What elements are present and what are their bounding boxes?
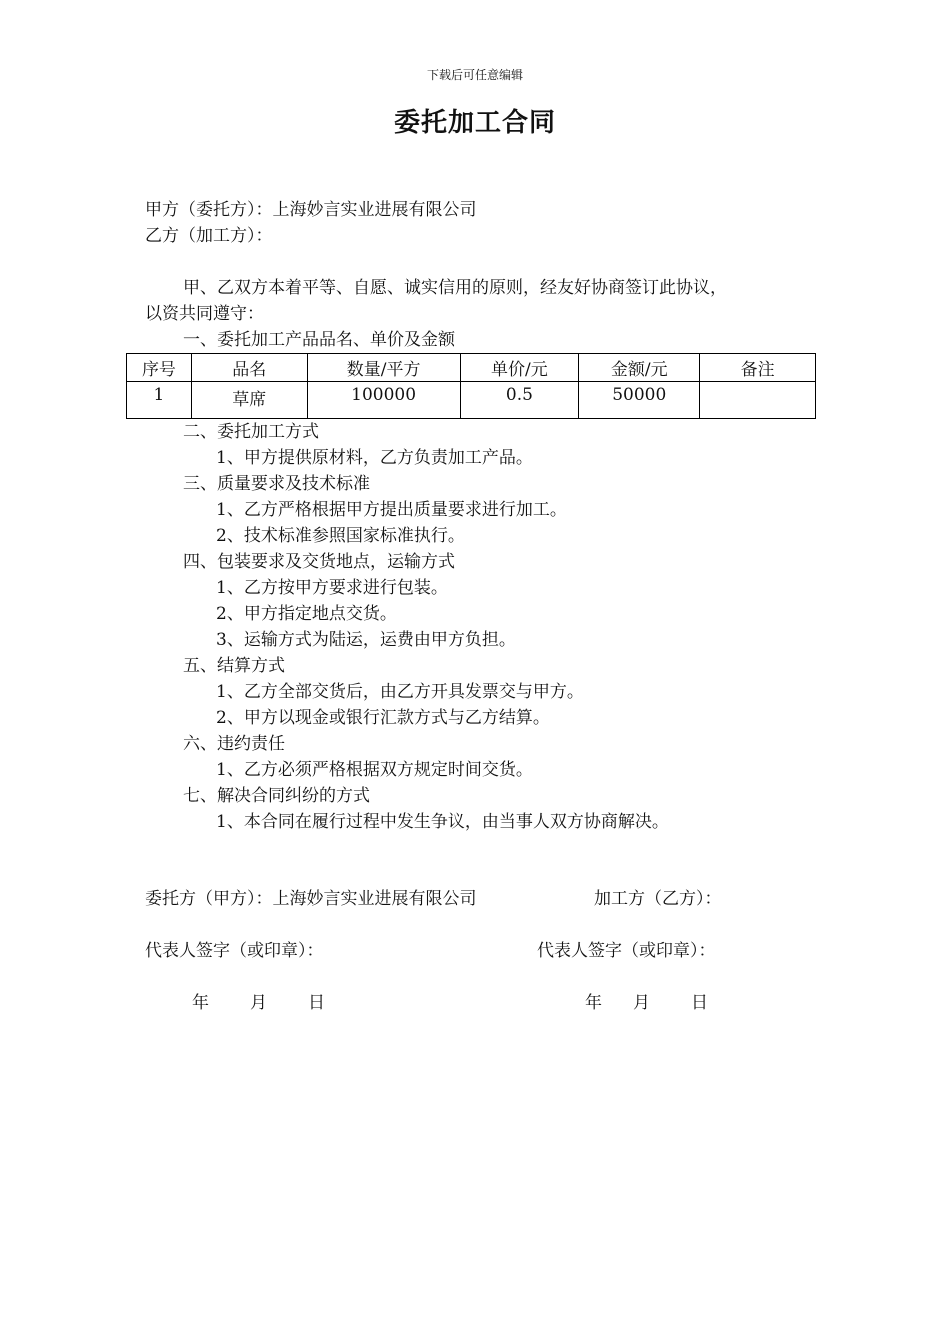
section-6-heading: 六、违约责任 bbox=[183, 734, 285, 754]
table-cell: 100000 bbox=[307, 382, 460, 419]
rep-signature-right: 代表人签字（或印章）： bbox=[537, 941, 716, 961]
date-month-right: 月 bbox=[633, 993, 650, 1013]
product-table bbox=[126, 353, 816, 419]
table-cell: 草席 bbox=[191, 382, 307, 419]
section-7-item-1: 1、本合同在履行过程中发生争议，由当事人双方协商解决。 bbox=[216, 812, 669, 832]
section-5-item-1: 1、乙方全部交货后，由乙方开具发票交与甲方。 bbox=[216, 682, 584, 702]
section-2-item-1: 1、甲方提供原材料，乙方负责加工产品。 bbox=[216, 448, 533, 468]
document-title: 委托加工合同 bbox=[393, 108, 556, 138]
party-a: 甲方（委托方）：上海妙言实业进展有限公司 bbox=[145, 200, 477, 220]
processor-signature-label: 加工方（乙方）： bbox=[594, 889, 722, 909]
table-header-row bbox=[127, 354, 816, 382]
rep-signature-left: 代表人签字（或印章）： bbox=[145, 941, 324, 961]
section-3-item-2: 2、技术标准参照国家标准执行。 bbox=[216, 526, 465, 546]
date-year-right: 年 bbox=[585, 993, 602, 1013]
date-month-left: 月 bbox=[250, 993, 267, 1013]
section-5-item-2: 2、甲方以现金或银行汇款方式与乙方结算。 bbox=[216, 708, 550, 728]
section-5-heading: 五、结算方式 bbox=[183, 656, 285, 676]
section-4-item-3: 3、运输方式为陆运，运费由甲方负担。 bbox=[216, 630, 516, 650]
table-header: 品名 bbox=[191, 354, 307, 382]
table-row bbox=[127, 382, 816, 419]
date-year-left: 年 bbox=[192, 993, 209, 1013]
table-cell: 0.5 bbox=[460, 382, 579, 419]
section-4-heading: 四、包装要求及交货地点，运输方式 bbox=[183, 552, 455, 572]
table-cell bbox=[700, 382, 816, 419]
section-3-item-1: 1、乙方严格根据甲方提出质量要求进行加工。 bbox=[216, 500, 567, 520]
preamble-line-1: 甲、乙双方本着平等、自愿、诚实信用的原则，经友好协商签订此协议， bbox=[183, 278, 727, 298]
preamble-line-2: 以资共同遵守： bbox=[145, 304, 264, 324]
section-1-heading: 一、委托加工产品品名、单价及金额 bbox=[183, 330, 455, 350]
section-4-item-2: 2、甲方指定地点交货。 bbox=[216, 604, 397, 624]
date-day-left: 日 bbox=[308, 993, 325, 1013]
section-4-item-1: 1、乙方按甲方要求进行包装。 bbox=[216, 578, 448, 598]
table-header: 金额/元 bbox=[579, 354, 700, 382]
table-cell: 50000 bbox=[579, 382, 700, 419]
section-6-item-1: 1、乙方必须严格根据双方规定时间交货。 bbox=[216, 760, 533, 780]
table-header: 数量/平方 bbox=[307, 354, 460, 382]
table-header: 序号 bbox=[127, 354, 192, 382]
section-3-heading: 三、质量要求及技术标准 bbox=[183, 474, 370, 494]
header-note: 下载后可任意编辑 bbox=[426, 68, 523, 82]
table-header: 备注 bbox=[700, 354, 816, 382]
party-b: 乙方（加工方）： bbox=[145, 226, 273, 246]
client-signature-label: 委托方（甲方）：上海妙言实业进展有限公司 bbox=[145, 889, 477, 909]
table-cell: 1 bbox=[127, 382, 192, 419]
date-day-right: 日 bbox=[691, 993, 708, 1013]
table-header: 单价/元 bbox=[460, 354, 579, 382]
section-7-heading: 七、解决合同纠纷的方式 bbox=[183, 786, 370, 806]
section-2-heading: 二、委托加工方式 bbox=[183, 422, 319, 442]
